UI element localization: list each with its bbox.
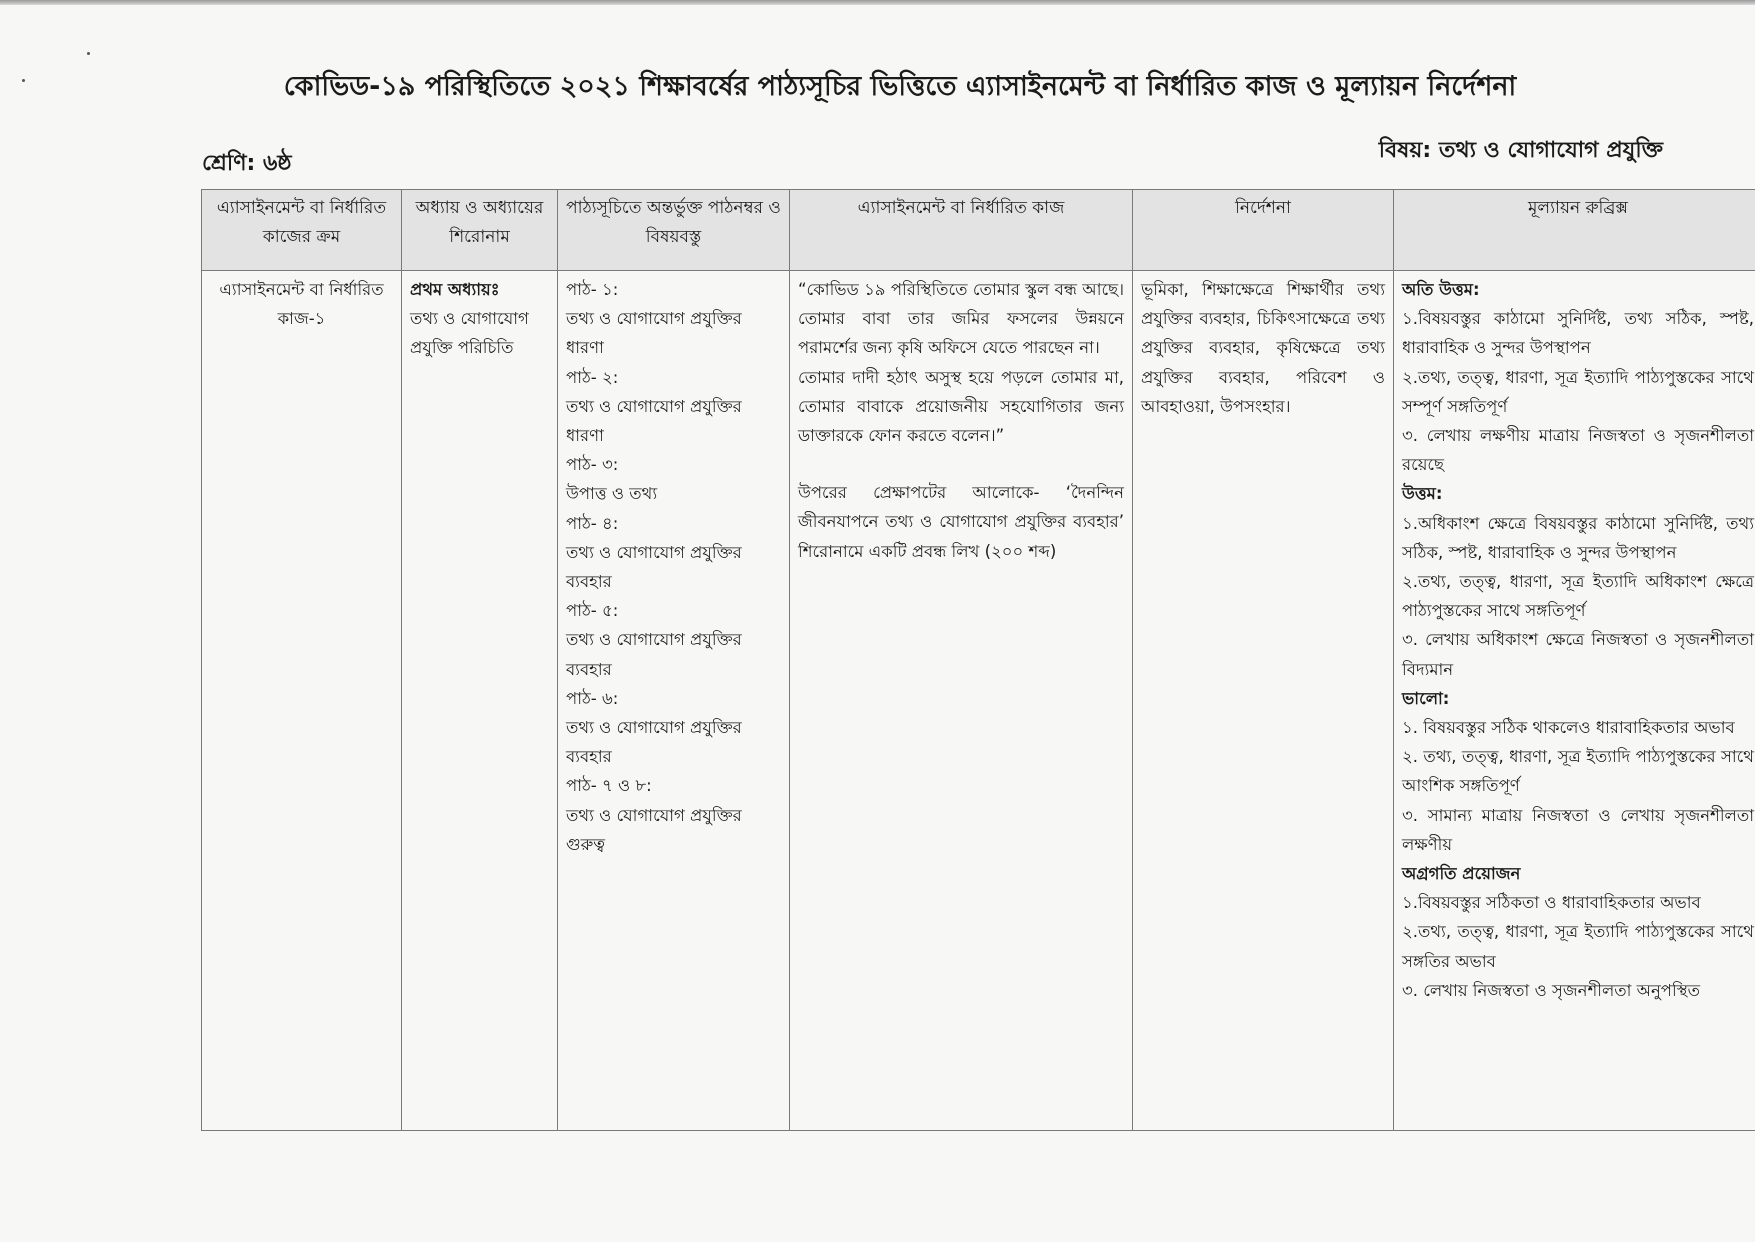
lesson-number: পাঠ- ২: bbox=[566, 367, 619, 387]
assignment-task: উপরের প্রেক্ষাপটের আলোকে- ‘দৈনন্দিন জীবনযাপনে তথ্য ও যোগাযোগ প্রযুক্তির ব্যবহার’ শিরোনামে একটি প্রবন্ধ লিখ (২০০ শব্দ) bbox=[798, 483, 1124, 561]
rubric-point: ৩. লেখায় নিজস্বতা ও সৃজনশীলতা অনুপস্থিত bbox=[1402, 980, 1701, 1000]
lesson-number: পাঠ- ৫: bbox=[566, 601, 619, 621]
scan-speck bbox=[22, 79, 25, 82]
paragraph-gap bbox=[798, 450, 1124, 478]
scan-speck bbox=[87, 52, 90, 55]
assignment-paragraph: তোমার দাদী হঠাৎ অসুস্থ হয়ে পড়লে তোমার মা, তোমার বাবাকে প্রয়োজনীয় সহযোগিতার জন্য ডাক্তারকে ফোন করতে বলেন।” bbox=[798, 367, 1124, 446]
cell-rubrics bbox=[1394, 271, 1755, 1131]
chapter-name: তথ্য ও যোগাযোগ প্রযুক্তি পরিচিতি bbox=[410, 309, 529, 358]
lesson-topic: তথ্য ও যোগাযোগ প্রযুক্তির গুরুত্ব bbox=[566, 805, 742, 854]
lesson-topic: তথ্য ও যোগাযোগ প্রযুক্তির ব্যবহার bbox=[566, 630, 742, 679]
page-title: কোভিড-১৯ পরিস্থিতিতে ২০২১ শিক্ষাবর্ষের পাঠ্যসূচির ভিত্তিতে এ্যাসাইনমেন্ট বা নির্ধারিত কাজ ও মূল্যায়ন নির্দেশনা bbox=[283, 71, 1517, 102]
assignment-table bbox=[201, 189, 1755, 1131]
lesson-topic: উপাত্ত ও তথ্য bbox=[566, 484, 658, 504]
lesson-number: পাঠ- ৪: bbox=[566, 513, 619, 533]
rubric-point: ১.বিষয়বস্তুর কাঠামো সুনির্দিষ্ট, তথ্য সঠিক, স্পষ্ট, ধারাবাহিক ও সুন্দর উপস্থাপন bbox=[1402, 309, 1754, 358]
rubric-point: ২.তথ্য, তত্ত্ব, ধারণা, সূত্র ইত্যাদি পাঠ্যপুস্তকের সাথে সঙ্গতির অভাব bbox=[1402, 922, 1754, 971]
lesson-topic: তথ্য ও যোগাযোগ প্রযুক্তির ব্যবহার bbox=[566, 542, 742, 592]
header-serial: এ্যাসাইনমেন্ট বা নির্ধারিত কাজের ক্রম bbox=[202, 190, 402, 271]
lesson-number: পাঠ- ৩: bbox=[566, 455, 619, 475]
cell-lessons bbox=[558, 271, 790, 1131]
lesson-topic: তথ্য ও যোগাযোগ প্রযুক্তির ধারণা bbox=[566, 309, 742, 358]
cell-instruction bbox=[1133, 271, 1394, 1131]
subject-label: বিষয়: তথ্য ও যোগাযোগ প্রযুক্তি bbox=[1378, 138, 1663, 163]
lesson-topic: তথ্য ও যোগাযোগ প্রযুক্তির ধারণা bbox=[566, 396, 742, 446]
lesson-number: পাঠ- ১: bbox=[566, 280, 619, 299]
lesson-number: পাঠ- ৭ ও ৮: bbox=[566, 776, 652, 796]
rubric-point: ২.তথ্য, তত্ত্ব, ধারণা, সূত্র ইত্যাদি অধিকাংশ ক্ষেত্রে পাঠ্যপুস্তকের সাথে সঙ্গতিপূর্ণ bbox=[1402, 572, 1754, 621]
header-assignment: এ্যাসাইনমেন্ট বা নির্ধারিত কাজ bbox=[790, 190, 1133, 271]
rubric-grade: অগ্রগতি প্রয়োজন bbox=[1402, 864, 1521, 884]
rubric-grade: ভালো: bbox=[1402, 688, 1450, 708]
rubric-point: ৩. লেখায় লক্ষণীয় মাত্রায় নিজস্বতা ও সৃজনশীলতা রয়েছে bbox=[1402, 426, 1754, 475]
cell-serial bbox=[202, 271, 402, 1131]
header-lessons: পাঠ্যসূচিতে অন্তর্ভুক্ত পাঠনম্বর ও বিষয়বস্তু bbox=[558, 190, 790, 271]
rubric-point: ৩. সামান্য মাত্রায় নিজস্বতা ও লেখায় সৃজনশীলতা লক্ষণীয় bbox=[1402, 805, 1754, 854]
header-chapter: অধ্যায় ও অধ্যায়ের শিরোনাম bbox=[402, 190, 558, 271]
assignment-paragraph: “কোভিড ১৯ পরিস্থিতিতে তোমার স্কুল বন্ধ আছে। তোমার বাবা তার জমির ফসলের উন্নয়নে পরামর্শের জন্য কৃষি অফিসে যেতে পারছেন না। bbox=[798, 280, 1124, 358]
rubric-point: ২.তথ্য, তত্ত্ব, ধারণা, সূত্র ইত্যাদি পাঠ্যপুস্তকের সাথে সম্পূর্ণ সঙ্গতিপূর্ণ bbox=[1402, 367, 1754, 416]
class-label: শ্রেণি: ৬ষ্ঠ bbox=[202, 151, 292, 176]
instruction-text: ভূমিকা, শিক্ষাক্ষেত্রে শিক্ষার্থীর তথ্য প্রযুক্তির ব্যবহার, চিকিৎসাক্ষেত্রে তথ্য প্রযুক্তির ব্যবহার, কৃষিক্ষেত্রে তথ্য প্রযুক্তির ব্যবহার, পরিবেশ ও আবহাওয়া, উপসংহার। bbox=[1141, 280, 1385, 416]
serial-text: এ্যাসাইনমেন্ট বা নির্ধারিত কাজ-১ bbox=[219, 280, 384, 329]
lesson-topic: তথ্য ও যোগাযোগ প্রযুক্তির ব্যবহার bbox=[566, 718, 742, 767]
cell-chapter bbox=[402, 271, 558, 1131]
header-rubrics: মূল্যায়ন রুব্রিক্স bbox=[1394, 190, 1755, 271]
scan-top-edge bbox=[0, 0, 1755, 5]
table-header-row bbox=[202, 190, 1755, 271]
chapter-heading: প্রথম অধ্যায়ঃ bbox=[410, 280, 500, 299]
cell-assignment bbox=[790, 271, 1133, 1131]
rubric-point: ৩. লেখায় অধিকাংশ ক্ষেত্রে নিজস্বতা ও সৃজনশীলতা বিদ্যমান bbox=[1402, 630, 1754, 679]
table-row bbox=[202, 271, 1755, 1131]
rubric-grade: অতি উত্তম: bbox=[1402, 280, 1480, 299]
lesson-number: পাঠ- ৬: bbox=[566, 688, 619, 708]
header-instruction: নির্দেশনা bbox=[1133, 190, 1394, 271]
rubric-point: ১. বিষয়বস্তুর সঠিক থাকলেও ধারাবাহিকতার অভাব bbox=[1402, 718, 1735, 738]
rubric-grade: উত্তম: bbox=[1402, 484, 1443, 504]
rubric-point: ১.অধিকাংশ ক্ষেত্রে বিষয়বস্তুর কাঠামো সুনির্দিষ্ট, তথ্য সঠিক, স্পষ্ট, ধারাবাহিক ও সুন্দর উপস্থাপন bbox=[1402, 513, 1754, 562]
rubric-point: ২. তথ্য, তত্ত্ব, ধারণা, সূত্র ইত্যাদি পাঠ্যপুস্তকের সাথে আংশিক সঙ্গতিপূর্ণ bbox=[1402, 747, 1754, 796]
rubric-point: ১.বিষয়বস্তুর সঠিকতা ও ধারাবাহিকতার অভাব bbox=[1402, 893, 1701, 913]
